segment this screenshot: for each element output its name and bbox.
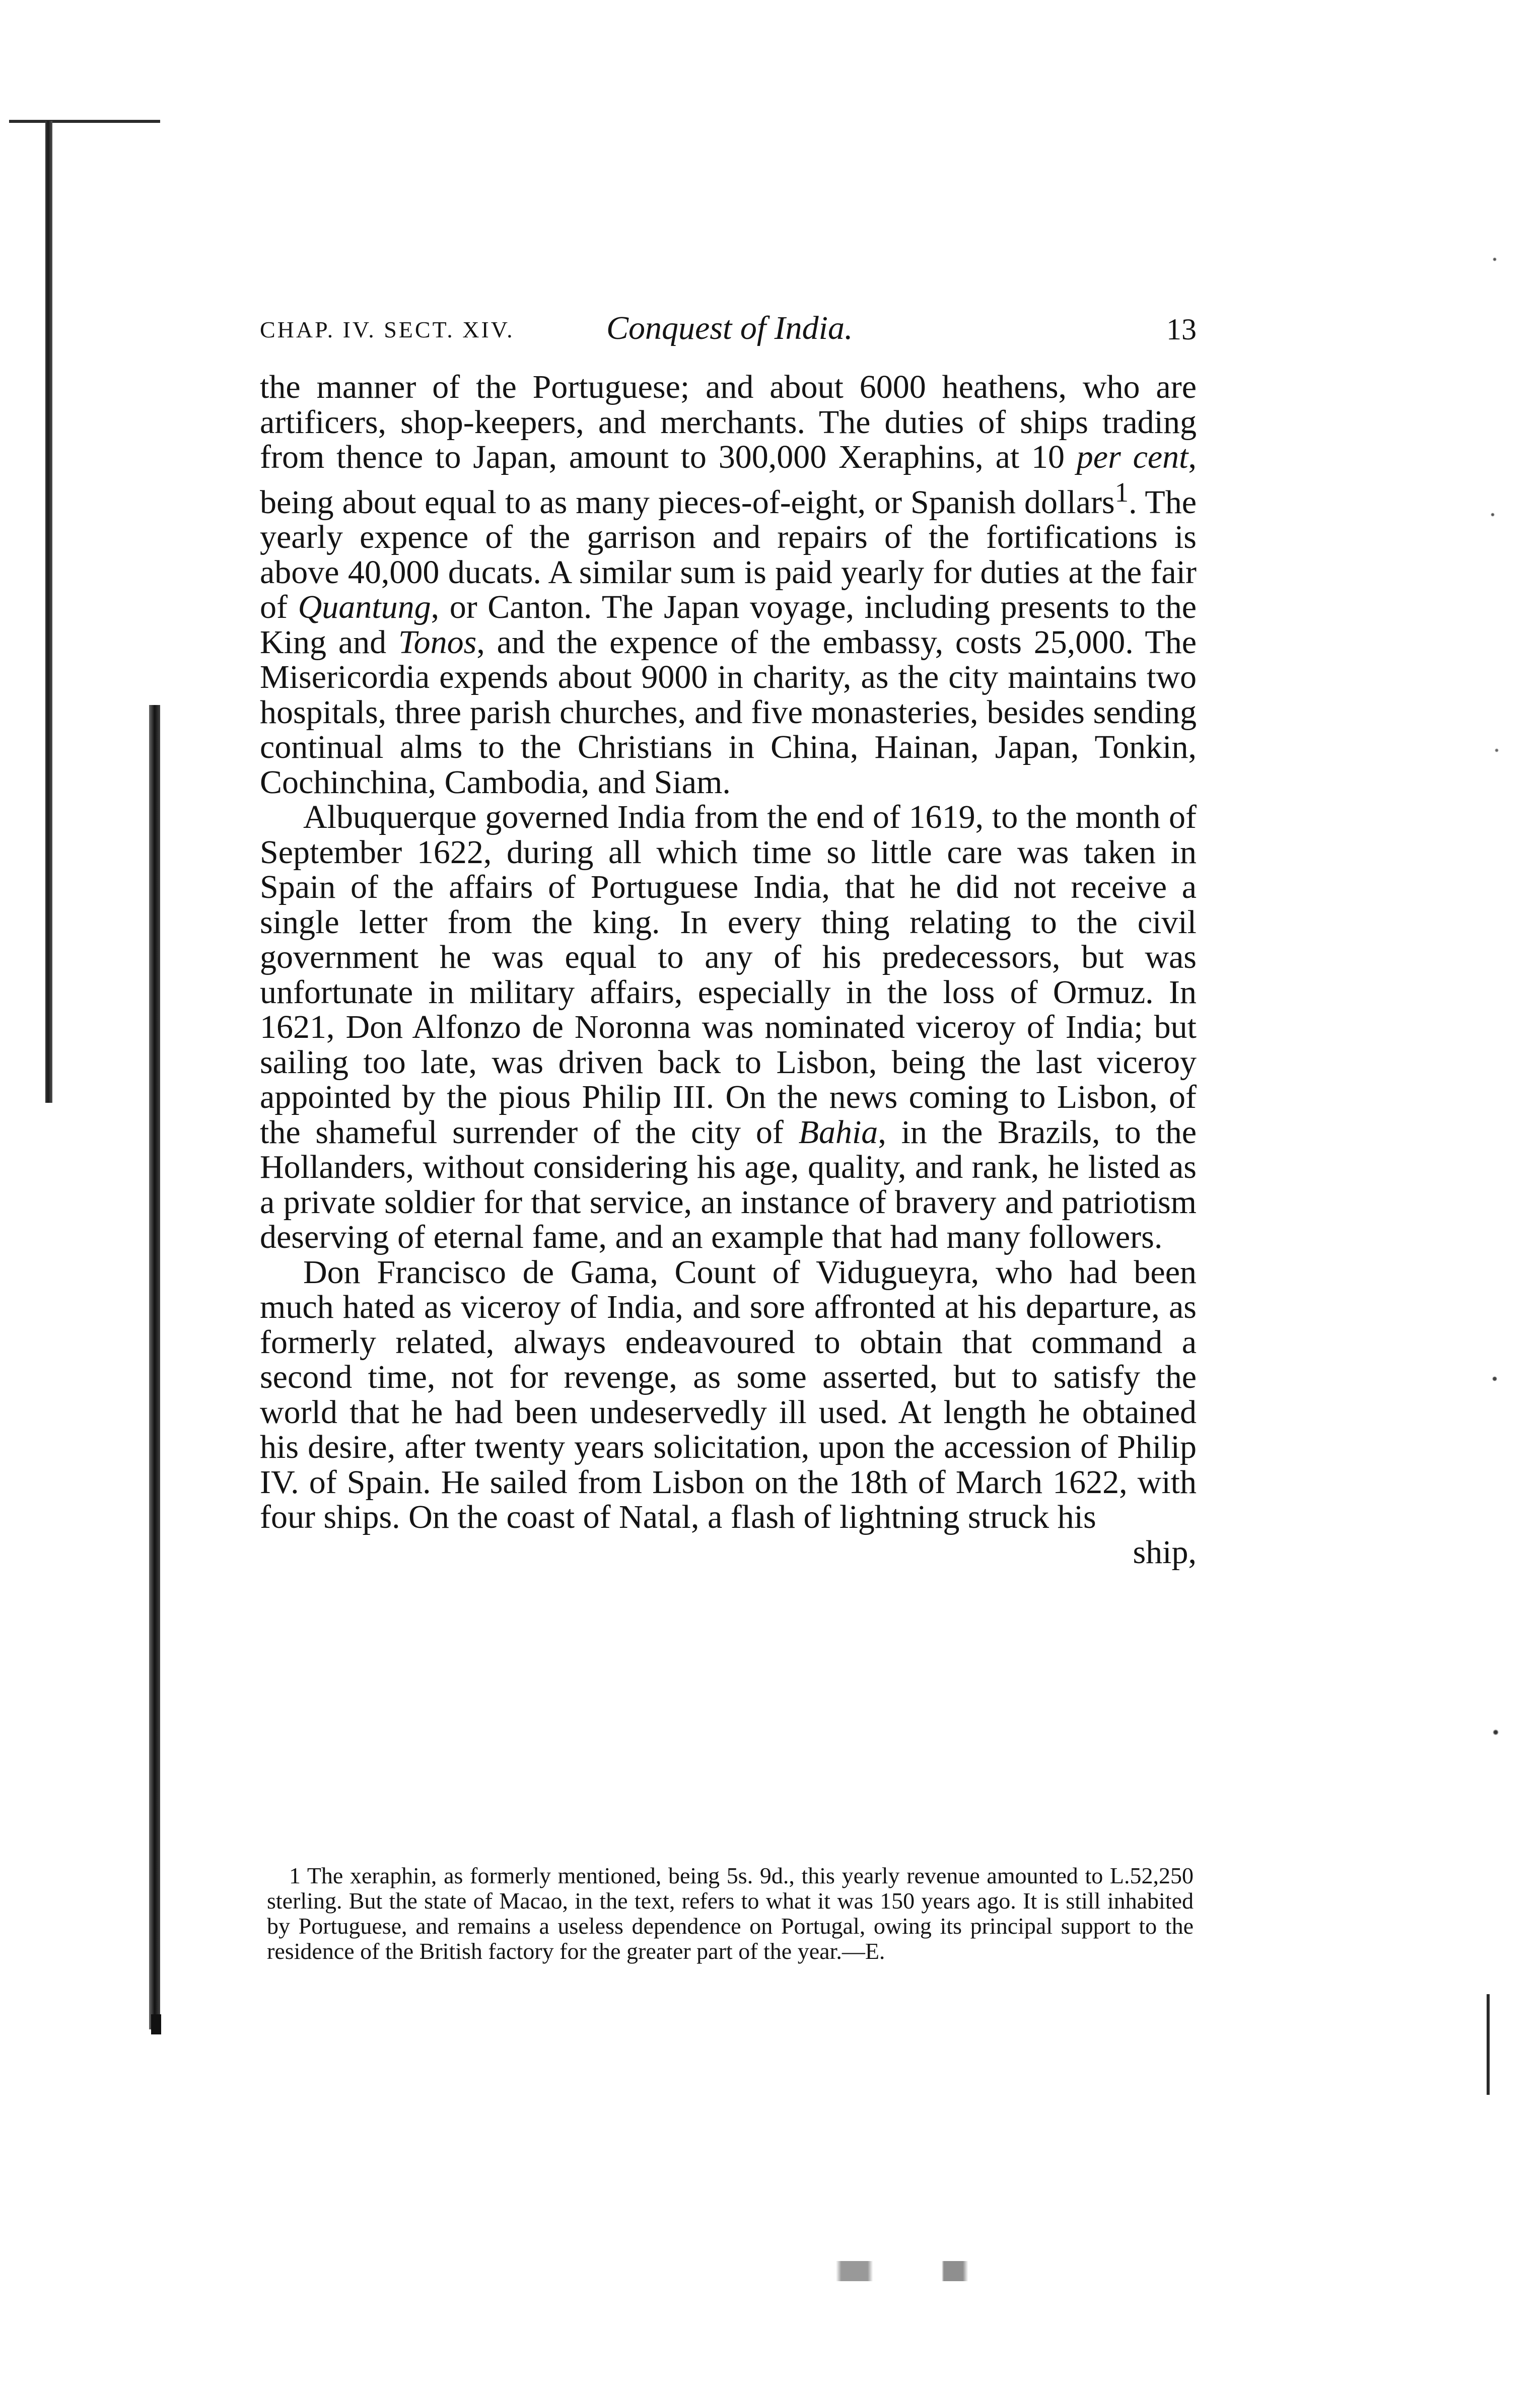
text-run: , being about equal to as many pieces-of-eight, or Spanish dollars (260, 439, 1197, 521)
italic-text: Quantung (298, 589, 431, 625)
footnote (267, 1863, 1194, 1964)
body-text (260, 370, 1197, 1535)
paragraph (260, 370, 1197, 800)
text-run: . The yearly expence of the garrison and repairs of the fortifications is above 40,000 ducats. A similar sum is paid yearly for duties at the fair of (260, 483, 1197, 625)
italic-text: per cent (1076, 439, 1188, 475)
text-run: , and the expence of the embassy, costs 25,000. The Misericordia expends about 9000 in charity, as the city maintains two hospitals, three parish churches, and five monasteries, besides sending continual alms to the Christians in China, Hainan, Japan, Tonkin, Cochinchina, Cambodia, and Siam. (260, 623, 1197, 801)
scan-edge-top (9, 120, 160, 123)
page-number: 13 (1166, 313, 1197, 346)
italic-text: Tonos (398, 623, 477, 661)
scan-binding-mark (151, 2014, 161, 2034)
italic-text: Bahia (798, 1113, 878, 1151)
running-head-title: Conquest of India. (606, 310, 853, 346)
text-run: , or Canton. The Japan voyage, including presents to the King and (260, 589, 1197, 661)
text-run: the manner of the Portuguese; and about 6000 heathens, who are artificers, shop-keepers, and merchants. The duties of ships trading from thence to Japan, amount to 300,000 Xeraphins, at 10 (260, 369, 1197, 475)
scan-binding-shadow (45, 121, 52, 1103)
text-run: Albuquerque governed India from the end of 1619, to the month of September 1622, during all which time so little care was taken in Spain of the affairs of Portuguese India, that he did not receive a single letter from the king. In every thing relating to the civil government he was equal to any of his predecessors, but was unfortunate in military affairs, especially in the loss of Ormuz. In 1621, Don Alfonzo de Noronna was nominated viceroy of India; but sailing too late, was driven back to Lisbon, being the last viceroy appointed by the pious Philip III. On the news coming to Lisbon, of the shameful surrender of the city of (260, 799, 1197, 1151)
paragraph (260, 800, 1197, 1255)
book-page (260, 302, 1197, 1570)
paragraph (260, 1255, 1197, 1535)
scan-binding-shadow-lower (149, 705, 160, 2029)
footnote-marker: 1 (1114, 476, 1129, 508)
text-run: Don Francisco de Gama, Count of Vidugueyra, who had been much hated as viceroy of India, and sore affronted at his departure, as formerly related, always endeavoured to obtain that command a second time, not for revenge, as some asserted, but to satisfy the world that he had been undeservedly ill used. At length he obtained his desire, after twenty years solicitation, upon the accession of Philip IV. of Spain. He sailed from Lisbon on the 18th of March 1622, with four ships. On the coast of Natal, a flash of lightning struck his (260, 1253, 1197, 1535)
text-run: , in the Brazils, to the Hollanders, without considering his age, quality, and rank, he listed as a private soldier for that service, an instance of bravery and patriotism deserving of eternal fame, and an example that had many followers. (260, 1113, 1197, 1255)
running-head-chapter: CHAP. IV. SECT. XIV. (260, 317, 515, 342)
scan-edge-specks (1485, 161, 1505, 2125)
catchword: ship, (1133, 1533, 1197, 1571)
footnote-text: 1 The xeraphin, as formerly mentioned, being 5s. 9d., this yearly revenue amounted to L.52,250 sterling. But the state of Macao, in the text, refers to what it was 150 years ago. It is still inhabited by Portuguese, and remains a useless dependence on Portugal, owing its principal support to the residence of the British factory for the greater part of the year.—E. (267, 1863, 1194, 1964)
scan-right-rule (1487, 1994, 1490, 2095)
scan-bottom-specks (201, 2261, 1259, 2281)
running-head (260, 302, 1197, 347)
